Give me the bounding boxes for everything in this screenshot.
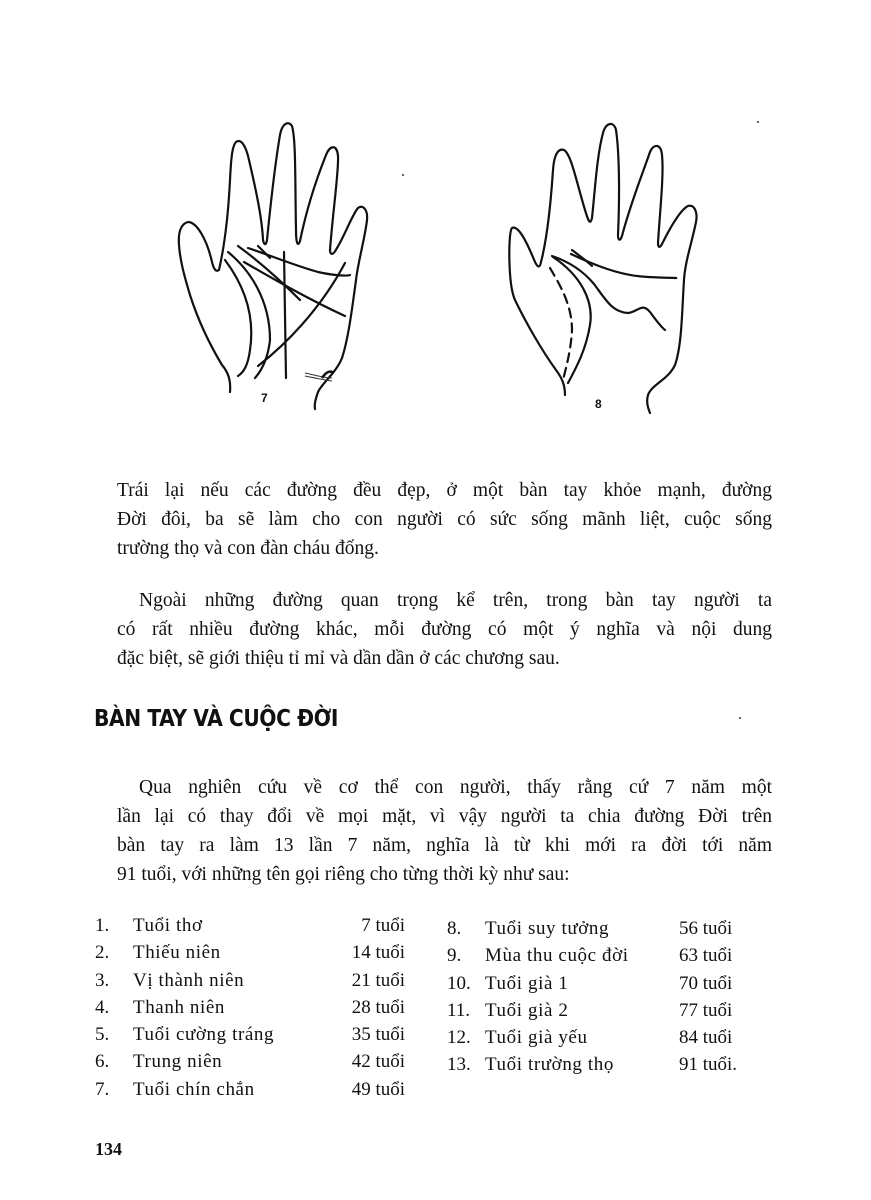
item-number: 12. — [447, 1027, 471, 1049]
palm-lines-icon-7 — [225, 246, 350, 378]
item-age: 42 tuổi — [351, 1051, 405, 1073]
list-item — [447, 1027, 753, 1054]
item-number: 5. — [95, 1024, 110, 1046]
scan-speck — [402, 174, 404, 176]
item-number: 2. — [95, 942, 110, 964]
item-age: 35 tuổi — [351, 1024, 405, 1046]
hand-outline-icon-7 — [179, 123, 367, 409]
item-name: Tuổi già yếu — [485, 1027, 588, 1049]
list-item — [447, 973, 753, 1000]
paragraph-line: Đời đôi, ba sẽ làm cho con người có sức sống mãnh liệt, cuộc sống — [117, 509, 772, 530]
life-stages-right-column — [447, 918, 753, 1082]
list-item — [95, 915, 405, 942]
scan-speck — [757, 121, 759, 123]
item-number: 1. — [95, 915, 110, 936]
list-item — [95, 942, 405, 969]
paragraph-line: Trái lại nếu các đường đều đẹp, ở một bàn tay khỏe mạnh, đường — [117, 480, 772, 501]
item-number: 13. — [447, 1054, 471, 1076]
paragraph-line: đặc biệt, sẽ giới thiệu tỉ mỉ và dần dần ở các chương sau. — [117, 648, 560, 669]
section-heading: BÀN TAY VÀ CUỘC ĐỜI — [94, 706, 338, 732]
item-number: 6. — [95, 1051, 110, 1073]
list-item — [95, 1051, 405, 1078]
item-age: 77 tuổi — [679, 999, 733, 1021]
dashed-life-line-icon-8 — [550, 268, 572, 380]
item-name: Vị thành niên — [133, 969, 245, 991]
item-name: Trung niên — [133, 1051, 223, 1073]
item-number: 7. — [95, 1078, 110, 1100]
list-item — [447, 1054, 753, 1081]
figure-label-7: 7 — [261, 391, 268, 405]
item-number: 8. — [447, 918, 462, 939]
scan-speck — [739, 717, 741, 719]
item-age: 14 tuổi — [351, 942, 405, 964]
paragraph-line: có rất nhiều đường khác, mỗi đường có một ý nghĩa và nội dung — [117, 619, 772, 640]
list-item — [95, 1079, 405, 1106]
item-number: 9. — [447, 945, 462, 967]
palm-illustrations — [0, 0, 871, 440]
item-name: Tuổi thơ — [133, 915, 203, 936]
item-age: 7 tuổi — [361, 915, 405, 936]
list-item — [447, 1000, 753, 1027]
item-name: Tuổi chín chắn — [133, 1078, 255, 1100]
item-age: 70 tuổi — [679, 972, 733, 994]
item-number: 10. — [447, 972, 471, 994]
item-name: Tuổi cường tráng — [133, 1024, 275, 1046]
list-item — [447, 945, 753, 972]
list-item — [95, 997, 405, 1024]
paragraph-line: Ngoài những đường quan trọng kể trên, trong bàn tay người ta — [139, 590, 772, 611]
page-number: 134 — [95, 1139, 122, 1159]
list-item — [95, 1024, 405, 1051]
figure-label-8: 8 — [595, 397, 602, 411]
item-age: 91 tuổi. — [679, 1054, 738, 1076]
item-name: Tuổi trường thọ — [485, 1054, 614, 1076]
list-item — [95, 970, 405, 997]
section-intro — [117, 773, 772, 889]
item-name: Mùa thu cuộc đời — [485, 945, 629, 967]
item-age: 56 tuổi — [679, 918, 733, 939]
palm-figures — [0, 0, 871, 440]
item-name: Tuổi suy tưởng — [485, 918, 610, 939]
item-age: 21 tuổi — [351, 969, 405, 991]
life-stages-left-column — [95, 915, 405, 1106]
item-number: 3. — [95, 969, 110, 991]
paragraph-2 — [117, 586, 772, 673]
item-name: Thiếu niên — [133, 942, 221, 964]
paragraph-line: Qua nghiên cứu về cơ thể con người, thấy rằng cứ 7 năm một — [139, 777, 772, 798]
paragraph-line: bàn tay ra làm 13 lần 7 năm, nghĩa là từ khi mới ra đời tới năm — [117, 835, 772, 856]
list-item — [447, 918, 753, 945]
item-name: Tuổi già 2 — [485, 999, 569, 1021]
paragraph-1 — [117, 476, 772, 563]
item-number: 11. — [447, 999, 471, 1021]
item-age: 28 tuổi — [351, 996, 405, 1018]
paragraph-line: 91 tuổi, với những tên gọi riêng cho từng thời kỳ như sau: — [117, 864, 570, 885]
paragraph-line: trường thọ và con đàn cháu đống. — [117, 538, 379, 559]
item-age: 63 tuổi — [679, 945, 733, 967]
item-age: 49 tuổi — [351, 1078, 405, 1100]
item-age: 84 tuổi — [679, 1027, 733, 1049]
item-name: Thanh niên — [133, 996, 226, 1018]
item-number: 4. — [95, 996, 110, 1018]
paragraph-line: lần lại có thay đổi về mọi mặt, vì vậy người ta chia đường Đời trên — [117, 806, 772, 827]
item-name: Tuổi già 1 — [485, 972, 569, 994]
